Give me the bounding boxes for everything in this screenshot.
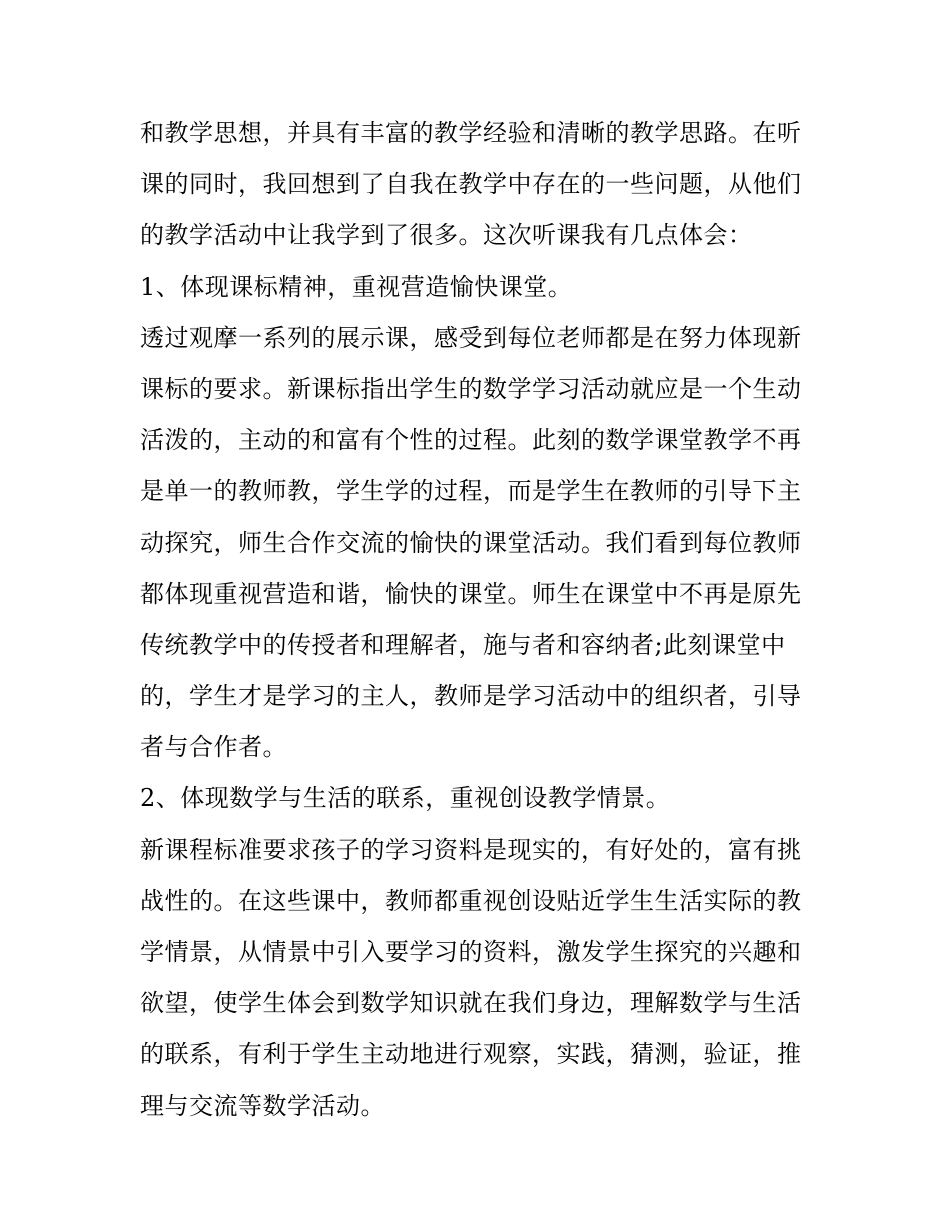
text-line: 是单一的教师教，学生学的过程，而是学生在教师的引导下主 bbox=[140, 477, 802, 506]
text-line: 学情景，从情景中引入要学习的资料，激发学生探究的兴趣和 bbox=[140, 938, 802, 966]
text-line: 活泼的，主动的和富有个性的过程。此刻的数学课堂教学不再 bbox=[140, 426, 802, 455]
section-heading-1: 1、体现课标精神，重视营造愉快课堂。 bbox=[140, 272, 573, 301]
text-line: 透过观摩一系列的展示课，感受到每位老师都是在努力体现新 bbox=[140, 323, 802, 352]
text-line: 新课程标准要求孩子的学习资料是现实的，有好处的，富有挑 bbox=[140, 835, 802, 864]
text-line: 者与合作者。 bbox=[140, 733, 287, 762]
text-line: 动探究，师生合作交流的愉快的课堂活动。我们看到每位教师 bbox=[140, 528, 802, 557]
text-line: 欲望，使学生体会到数学知识就在我们身边，理解数学与生活 bbox=[140, 989, 802, 1018]
text-line: 传统教学中的传授者和理解者，施与者和容纳者;此刻课堂中 bbox=[140, 630, 786, 659]
body-text bbox=[140, 108, 820, 1132]
text-line: 都体现重视营造和谐，愉快的课堂。师生在课堂中不再是原先 bbox=[140, 579, 802, 608]
text-line: 的教学活动中让我学到了很多。这次听课我有几点体会： bbox=[140, 221, 753, 250]
text-line: 课标的要求。新课标指出学生的数学学习活动就应是一个生动 bbox=[140, 374, 802, 403]
text-line: 的联系，有利于学生主动地进行观察，实践，猜测，验证，推 bbox=[140, 1040, 802, 1069]
text-line: 的，学生才是学习的主人，教师是学习活动中的组织者，引导 bbox=[140, 682, 802, 711]
section-heading-2: 2、体现数学与生活的联系，重视创设教学情景。 bbox=[140, 784, 671, 813]
text-line: 和教学思想，并具有丰富的教学经验和清晰的教学思路。在听 bbox=[140, 119, 802, 147]
text-line: 理与交流等数学活动。 bbox=[140, 1091, 385, 1120]
text-line: 战性的。在这些课中，教师都重视创设贴近学生生活实际的教 bbox=[140, 886, 802, 915]
text-line: 课的同时，我回想到了自我在教学中存在的一些问题，从他们 bbox=[140, 170, 802, 199]
